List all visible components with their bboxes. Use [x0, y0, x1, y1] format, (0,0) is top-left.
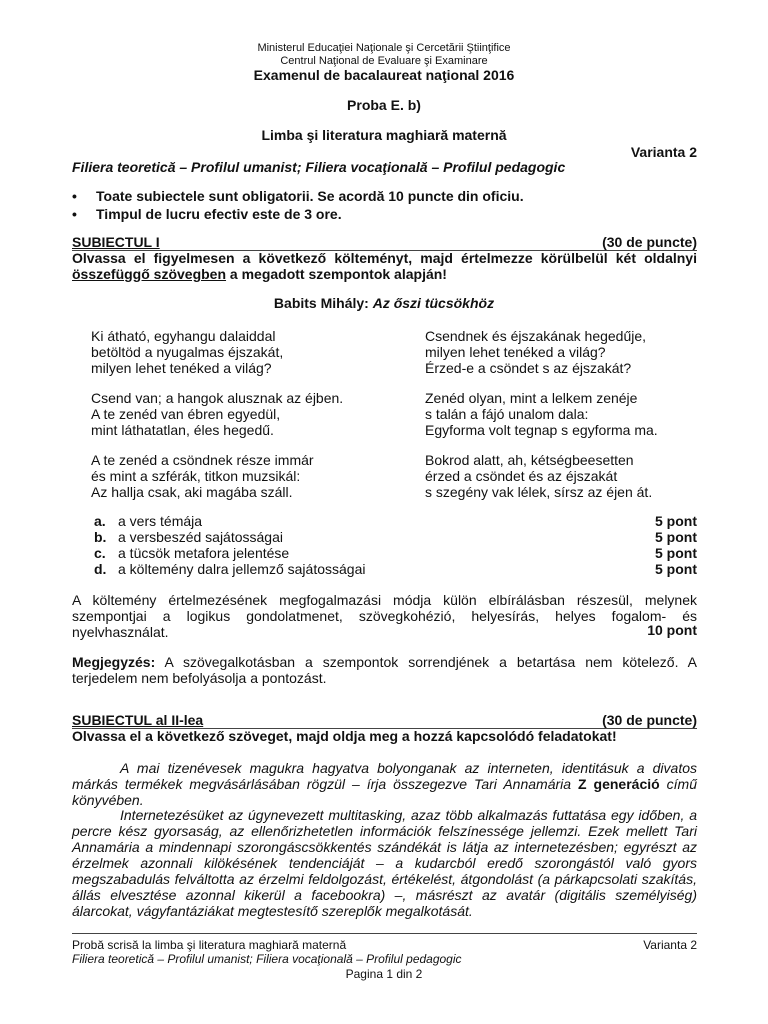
- bullet-icon: •: [72, 206, 77, 222]
- text-paragraph-1: [72, 760, 697, 808]
- footer-page-number: Pagina 1 din 2: [345, 967, 423, 981]
- evaluation-paragraph: [72, 592, 697, 640]
- subject2-title: SUBIECTUL al II-lea: [72, 712, 204, 728]
- criteria-item: [94, 545, 697, 561]
- rule-item: [72, 206, 342, 222]
- note-text: A szövegalkotásban a szempontok sorrendjének a betartása nem kötelező. A terjedelem nem befolyásolja a pontozást.: [72, 654, 697, 686]
- poem-stanza: A te zenéd a csöndnek része immár és mint a szférák, titkon muzsikál: Az hallja csak, aki magába száll.: [91, 452, 314, 500]
- poem-stanza: Ki átható, egyhangu dalaiddal betöltöd a nyugalmas éjszakát, milyen lehet tenéked a világ?: [91, 328, 284, 376]
- instruction-underlined: összefüggő szövegben: [72, 266, 227, 282]
- note-paragraph: [72, 654, 697, 686]
- footer-filiera-line: Filiera teoretică – Profilul umanist; Filiera vocaţională – Profilul pedagogic: [72, 952, 462, 966]
- poem-stanza: Csendnek és éjszakának hegedűje, milyen lehet tenéked a világ? Érzed-e a csöndet s az éjszakát?: [425, 328, 647, 376]
- criteria-item: [94, 561, 697, 577]
- filiera-line: Filiera teoretică – Profilul umanist; Filiera vocaţională – Profilul pedagogic: [72, 159, 566, 175]
- criteria-points: 5 pont: [655, 513, 697, 529]
- criteria-points: 5 pont: [655, 529, 697, 545]
- evaluation-text: A költemény értelmezésének megfogalmazási módja külön elbírálásban részesül, melynek szempontjai a logikus gondolatmenet, szövegkohézió, helyesírás, helyes fogalom- és nyelvhasználat.: [72, 592, 697, 640]
- poem-heading: [0, 296, 768, 311]
- rule-text: Timpul de lucru efectiv este de 3 ore.: [96, 206, 342, 222]
- variant-label: Varianta 2: [630, 144, 697, 160]
- note-label: Megjegyzés:: [72, 654, 156, 670]
- criteria-points: 5 pont: [655, 561, 697, 577]
- criteria-text: a tücsök metafora jelentése: [118, 545, 290, 561]
- criteria-item: [94, 529, 697, 545]
- criteria-points: 5 pont: [655, 545, 697, 561]
- book-title: Z generáció: [578, 776, 660, 792]
- rule-text: Toate subiectele sunt obligatorii. Se acordă 10 puncte din oficiu.: [96, 188, 524, 204]
- proba-title: Proba E. b): [347, 97, 421, 113]
- poem-stanza: Bokrod alatt, ah, kétségbeesetten érzed a csöndet és az éjszakát s szegény vak lélek, sírsz az éjen át.: [425, 452, 653, 500]
- subject1-points: (30 de puncte): [602, 234, 697, 250]
- footer-exam-line: Probă scrisă la limba şi literatura maghiară maternă: [72, 938, 347, 952]
- criteria-letter: b.: [94, 529, 107, 545]
- footer-rule: [72, 933, 697, 934]
- poem-stanza: Csend van; a hangok alusznak az éjben. A te zenéd van ébren egyedül, mint láthatatlan, éles hegedű.: [91, 390, 344, 438]
- criteria-letter: d.: [94, 561, 107, 577]
- criteria-text: a költemény dalra jellemző sajátosságai: [118, 561, 366, 577]
- subject1-heading: [72, 235, 697, 250]
- text-paragraph-2: Internetezésüket az úgynevezett multitasking, azaz több alkalmazás futtatása egy időben, a percre kész gyorsaság, az ellenőrizhetetlen információk felszínessége jellemzi. Ezek mellett Tari Annamária a mindennapi szorongáscsökkentés szándékát is látja az internetezésben; egyrészt az érzelmek azonnali kilökésének tendenciáját – a kudarcból eredő szorongástól való gyors megszabadulás felváltotta az érzelmi feldolgozást, értékelést, átgondolást (a párkapcsolati szakítás, állás elvesztése azonnal kikerül a facebookra) –, másrészt az avatár (digitális személyiség) álarcokat, vágyfantáziákat megtestesítő szereplők megalkotását.: [72, 807, 697, 919]
- criteria-item: [94, 513, 697, 529]
- ministry-line: Ministerul Educaţiei Naţionale şi Cercetării Ştiinţifice: [257, 42, 511, 54]
- subject2-heading: [72, 713, 697, 728]
- poem-author: Babits Mihály:: [273, 295, 373, 311]
- poem-stanza: Zenéd olyan, mint a lelkem zenéje s talán a fájó unalom dala: Egyforma volt tegnap s egyforma ma.: [425, 390, 658, 438]
- exam-title: Examenul de bacalaureat naţional 2016: [253, 67, 515, 83]
- center-line: Centrul Naţional de Evaluare şi Examinare: [280, 55, 488, 67]
- subject-title: Limba şi literatura maghiară maternă: [261, 127, 507, 143]
- criteria-letter: c.: [94, 545, 106, 561]
- poem-title: Az őszi tücsökhöz: [372, 295, 495, 311]
- instruction-line2: [72, 266, 697, 282]
- instruction-rest: a megadott szempontok alapján!: [226, 266, 447, 282]
- p1-text-end: című könyvében.: [72, 776, 697, 808]
- rule-item: [72, 188, 524, 204]
- p1-text-start: A mai tizenévesek magukra hagyatva bolyonganak az interneten, identitásuk a divatos márkás termékek megvásárlásában rögzül – írja összegezve Tari Annamária: [72, 760, 697, 792]
- evaluation-points: 10 pont: [647, 622, 697, 638]
- instruction-line1: Olvassa el figyelmesen a következő költeményt, majd értelmezze körülbelül két oldalnyi: [72, 250, 697, 266]
- subject2-instruction: Olvassa el a következő szöveget, majd oldja meg a hozzá kapcsolódó feladatokat!: [72, 728, 617, 744]
- subject2-points: (30 de puncte): [602, 712, 697, 728]
- criteria-text: a vers témája: [118, 513, 203, 529]
- criteria-text: a versbeszéd sajátosságai: [118, 529, 283, 545]
- footer-variant: Varianta 2: [643, 938, 697, 952]
- subject1-title: SUBIECTUL I: [72, 234, 160, 250]
- criteria-letter: a.: [94, 513, 106, 529]
- bullet-icon: •: [72, 188, 77, 204]
- subject1-instruction: [72, 250, 697, 282]
